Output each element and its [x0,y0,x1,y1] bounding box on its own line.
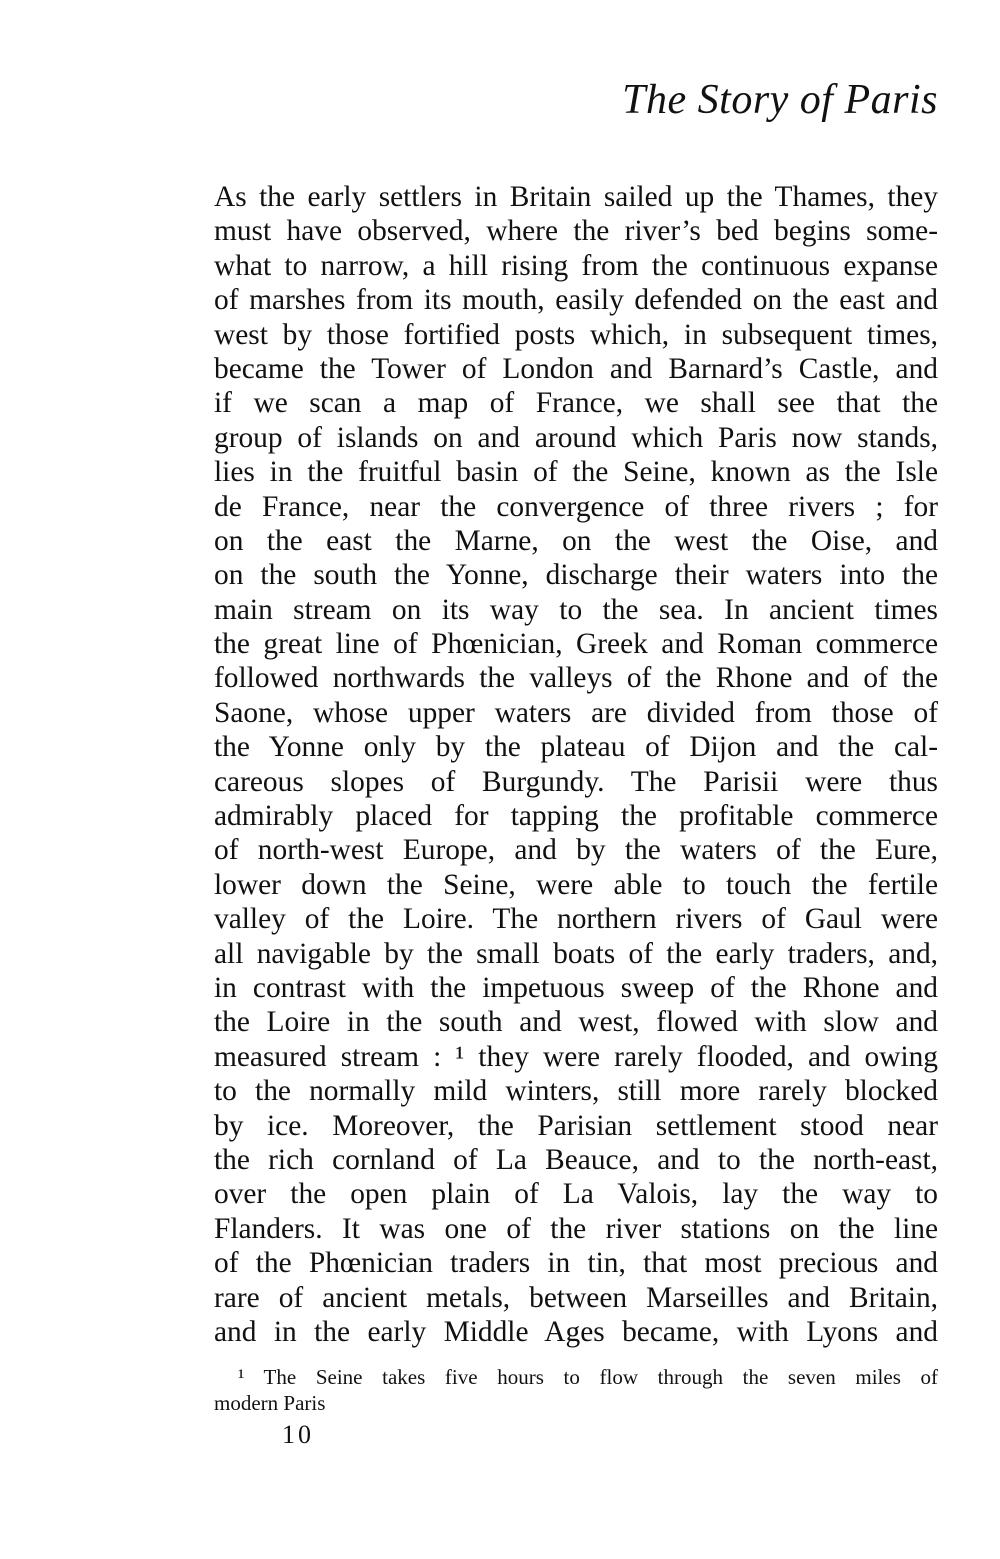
text-line: all navigable by the small boats of the early traders, and, [214,937,938,970]
text-line: of north-west Europe, and by the waters of the Eure, [214,834,938,867]
text-line: lies in the fruitful basin of the Seine, known as the Isle [214,456,938,489]
footnote-line: modern Paris [214,1391,326,1415]
text-line: Flanders. It was one of the river stations on the line [214,1212,938,1245]
text-line: the Yonne only by the plateau of Dijon and the cal- [214,731,938,764]
footnote-line: ¹ The Seine takes five hours to flow through the seven miles of [238,1365,938,1389]
text-line: of the Phœnician traders in tin, that most precious and [214,1247,938,1280]
text-line: group of islands on and around which Paris now stands, [214,421,938,454]
footnote [214,1364,938,1416]
page-number: 10 [282,1420,314,1449]
text-line: if we scan a map of France, we shall see that the [214,387,938,420]
running-head: The Story of Paris [622,77,938,123]
text-line: west by those fortified posts which, in subsequent times, [214,318,938,351]
text-line: and in the early Middle Ages became, with Lyons and [214,1315,938,1348]
text-line: measured stream : ¹ they were rarely flooded, and owing [214,1040,938,1073]
text-line: rare of ancient metals, between Marseilles and Britain, [214,1281,938,1314]
text-line: de France, near the convergence of three rivers ; for [214,490,938,523]
text-line: on the south the Yonne, discharge their waters into the [214,559,938,592]
text-line: valley of the Loire. The northern rivers of Gaul were [214,903,938,936]
text-line: by ice. Moreover, the Parisian settlement stood near [214,1109,938,1142]
text-line: As the early settlers in Britain sailed up the Thames, they [214,181,938,213]
text-line: what to narrow, a hill rising from the continuous expanse [214,249,938,282]
text-line: lower down the Seine, were able to touch the fertile [214,868,938,901]
text-line: became the Tower of London and Barnard’s Castle, and [214,352,938,385]
text-line: over the open plain of La Valois, lay the way to [214,1178,938,1211]
text-line: the great line of Phœnician, Greek and Roman commerce [214,628,938,661]
text-line: the rich cornland of La Beauce, and to the north-east, [214,1143,938,1176]
text-line: main stream on its way to the sea. In ancient times [214,593,938,626]
text-line: the Loire in the south and west, flowed with slow and [214,1006,938,1039]
text-line: admirably placed for tapping the profitable commerce [214,800,938,833]
text-line: on the east the Marne, on the west the Oise, and [214,524,938,557]
text-line: must have observed, where the river’s bed begins some- [214,215,938,248]
body-text [214,180,938,1349]
text-line: followed northwards the valleys of the Rhone and of the [214,662,938,695]
text-line: to the normally mild winters, still more rarely blocked [214,1075,938,1108]
text-line: Saone, whose upper waters are divided from those of [214,696,938,729]
text-line: of marshes from its mouth, easily defended on the east and [214,284,938,317]
text-line: careous slopes of Burgundy. The Parisii were thus [214,765,938,798]
text-line: in contrast with the impetuous sweep of the Rhone and [214,971,938,1004]
